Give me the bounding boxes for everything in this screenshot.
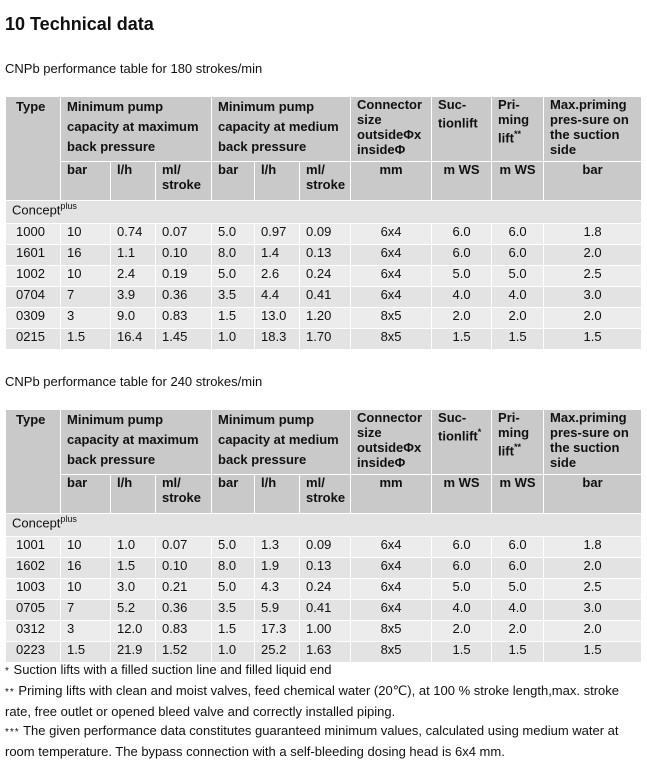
value-cell: 4.0 — [432, 287, 492, 308]
value-cell: 1.5 — [212, 621, 255, 642]
value-cell: 2.0 — [492, 621, 544, 642]
value-cell: 0.07 — [156, 224, 212, 245]
value-cell: 0.24 — [300, 266, 351, 287]
value-cell: 4.0 — [492, 287, 544, 308]
value-cell: 5.0 — [492, 266, 544, 287]
value-cell: 8x5 — [351, 621, 432, 642]
value-cell: 5.0 — [212, 224, 255, 245]
header-max-priming-pressure: Max.priming pres-sure on the suction side — [544, 410, 642, 475]
value-cell: 0.10 — [156, 245, 212, 266]
value-cell: 0.10 — [156, 558, 212, 579]
value-cell: 0.41 — [300, 600, 351, 621]
value-cell: 2.0 — [544, 558, 642, 579]
value-cell: 18.3 — [255, 329, 300, 350]
header-max-priming-pressure: Max.priming pres-sure on the suction side — [544, 97, 642, 162]
value-cell: 0.09 — [300, 224, 351, 245]
type-cell: 1000 — [6, 224, 61, 245]
value-cell: 8.0 — [212, 558, 255, 579]
footnotes — [5, 660, 641, 761]
value-cell: 10 — [61, 266, 111, 287]
value-cell: 6x4 — [351, 600, 432, 621]
value-cell: 5.0 — [212, 266, 255, 287]
value-cell: 9.0 — [111, 308, 156, 329]
table-row — [6, 329, 642, 350]
value-cell: 5.0 — [432, 579, 492, 600]
value-cell: 7 — [61, 287, 111, 308]
value-cell: 8x5 — [351, 308, 432, 329]
header-connector: Connector size outsideΦx insideΦ — [351, 410, 432, 475]
type-cell: 0705 — [6, 600, 61, 621]
table-row — [6, 245, 642, 266]
value-cell: 6.0 — [492, 224, 544, 245]
header-max-back-pressure: Minimum pump capacity at maximum back pressure — [61, 410, 212, 475]
value-cell: 21.9 — [111, 642, 156, 663]
value-cell: 16.4 — [111, 329, 156, 350]
value-cell: 1.5 — [212, 308, 255, 329]
value-cell: 6.0 — [432, 537, 492, 558]
value-cell: 0.74 — [111, 224, 156, 245]
value-cell: 1.5 — [111, 558, 156, 579]
table-row — [6, 224, 642, 245]
value-cell: 1.9 — [255, 558, 300, 579]
value-cell: 0.21 — [156, 579, 212, 600]
value-cell: 1.1 — [111, 245, 156, 266]
value-cell: 6.0 — [432, 558, 492, 579]
unit-cell: ml/ stroke — [300, 475, 351, 514]
value-cell: 1.5 — [492, 642, 544, 663]
value-cell: 0.07 — [156, 537, 212, 558]
value-cell: 0.19 — [156, 266, 212, 287]
table-row — [6, 621, 642, 642]
unit-cell: bar — [212, 162, 255, 201]
unit-cell: l/h — [111, 475, 156, 514]
value-cell: 0.13 — [300, 245, 351, 266]
header-priming-lift: Pri-ming lift** — [492, 97, 544, 162]
value-cell: 1.0 — [212, 642, 255, 663]
value-cell: 2.5 — [544, 579, 642, 600]
header-medium-back-pressure: Minimum pump capacity at medium back pressure — [212, 410, 351, 475]
value-cell: 2.6 — [255, 266, 300, 287]
value-cell: 17.3 — [255, 621, 300, 642]
value-cell: 25.2 — [255, 642, 300, 663]
group-label: Concept$^{plus}$ — [6, 514, 642, 537]
type-cell: 1001 — [6, 537, 61, 558]
unit-cell: ml/ stroke — [300, 162, 351, 201]
footnote: *** The given performance data constitutes guaranteed minimum values, calculated using medium water at room temperature. The bypass connection with a self-bleeding dosing head is 6x4 mm. — [5, 723, 619, 759]
unit-cell: l/h — [111, 162, 156, 201]
value-cell: 6.0 — [492, 537, 544, 558]
unit-cell: bar — [212, 475, 255, 514]
value-cell: 6x4 — [351, 537, 432, 558]
header-type: Type — [6, 97, 61, 201]
value-cell: 1.70 — [300, 329, 351, 350]
type-cell: 0312 — [6, 621, 61, 642]
value-cell: 8x5 — [351, 642, 432, 663]
value-cell: 6x4 — [351, 579, 432, 600]
value-cell: 6x4 — [351, 224, 432, 245]
value-cell: 6x4 — [351, 266, 432, 287]
value-cell: 4.3 — [255, 579, 300, 600]
type-cell: 1601 — [6, 245, 61, 266]
value-cell: 6.0 — [432, 245, 492, 266]
header-suction-lift: Suc-tionlift* — [432, 410, 492, 475]
value-cell: 2.0 — [544, 621, 642, 642]
value-cell: 3.5 — [212, 287, 255, 308]
value-cell: 5.0 — [212, 579, 255, 600]
type-cell: 0215 — [6, 329, 61, 350]
unit-cell: bar — [61, 475, 111, 514]
value-cell: 0.83 — [156, 308, 212, 329]
value-cell: 1.63 — [300, 642, 351, 663]
value-cell: 1.00 — [300, 621, 351, 642]
value-cell: 0.83 — [156, 621, 212, 642]
value-cell: 0.09 — [300, 537, 351, 558]
type-cell: 0223 — [6, 642, 61, 663]
value-cell: 3.0 — [544, 600, 642, 621]
header-max-back-pressure: Minimum pump capacity at maximum back pressure — [61, 97, 212, 162]
units-row — [6, 162, 642, 201]
unit-cell: m WS — [432, 162, 492, 201]
value-cell: 5.2 — [111, 600, 156, 621]
unit-cell: ml/ stroke — [156, 162, 212, 201]
value-cell: 16 — [61, 245, 111, 266]
value-cell: 0.36 — [156, 600, 212, 621]
table-row — [6, 537, 642, 558]
value-cell: 10 — [61, 579, 111, 600]
value-cell: 10 — [61, 537, 111, 558]
performance-table-180 — [5, 96, 642, 350]
value-cell: 8.0 — [212, 245, 255, 266]
value-cell: 4.4 — [255, 287, 300, 308]
value-cell: 3.5 — [212, 600, 255, 621]
unit-cell: mm — [351, 475, 432, 514]
unit-cell: bar — [544, 162, 642, 201]
group-label: Concept$^{plus}$ — [6, 201, 642, 224]
value-cell: 6x4 — [351, 287, 432, 308]
value-cell: 0.41 — [300, 287, 351, 308]
value-cell: 1.8 — [544, 537, 642, 558]
value-cell: 6.0 — [492, 245, 544, 266]
value-cell: 8x5 — [351, 329, 432, 350]
table-caption: CNPb performance table for 240 strokes/min — [5, 374, 263, 389]
value-cell: 5.0 — [492, 579, 544, 600]
performance-table-240 — [5, 409, 642, 663]
value-cell: 6x4 — [351, 245, 432, 266]
table-row — [6, 600, 642, 621]
value-cell: 2.4 — [111, 266, 156, 287]
section-title: 10 Technical data — [5, 14, 154, 34]
value-cell: 1.8 — [544, 224, 642, 245]
value-cell: 1.5 — [544, 329, 642, 350]
value-cell: 3.0 — [544, 287, 642, 308]
value-cell: 2.0 — [544, 245, 642, 266]
value-cell: 1.0 — [111, 537, 156, 558]
value-cell: 3 — [61, 621, 111, 642]
header-medium-back-pressure: Minimum pump capacity at medium back pressure — [212, 97, 351, 162]
value-cell: 16 — [61, 558, 111, 579]
value-cell: 4.0 — [492, 600, 544, 621]
value-cell: 2.0 — [492, 308, 544, 329]
value-cell: 5.0 — [432, 266, 492, 287]
unit-cell: mm — [351, 162, 432, 201]
value-cell: 1.5 — [432, 329, 492, 350]
table-row — [6, 308, 642, 329]
unit-cell: m WS — [432, 475, 492, 514]
value-cell: 6.0 — [432, 224, 492, 245]
type-cell: 1003 — [6, 579, 61, 600]
type-cell: 0704 — [6, 287, 61, 308]
value-cell: 0.97 — [255, 224, 300, 245]
value-cell: 1.5 — [61, 642, 111, 663]
header-type: Type — [6, 410, 61, 514]
value-cell: 13.0 — [255, 308, 300, 329]
value-cell: 12.0 — [111, 621, 156, 642]
value-cell: 1.0 — [212, 329, 255, 350]
value-cell: 1.5 — [432, 642, 492, 663]
value-cell: 2.0 — [432, 621, 492, 642]
value-cell: 6.0 — [492, 558, 544, 579]
value-cell: 1.5 — [61, 329, 111, 350]
value-cell: 1.52 — [156, 642, 212, 663]
unit-cell: l/h — [255, 162, 300, 201]
value-cell: 2.5 — [544, 266, 642, 287]
value-cell: 1.5 — [492, 329, 544, 350]
footnote: * Suction lifts with a filled suction line and filled liquid end — [5, 662, 332, 677]
value-cell: 3.9 — [111, 287, 156, 308]
unit-cell: bar — [544, 475, 642, 514]
header-connector: Connector size outsideΦx insideΦ — [351, 97, 432, 162]
value-cell: 6x4 — [351, 558, 432, 579]
footnote: ** Priming lifts with clean and moist valves, feed chemical water (20℃), at 100 % stroke length,max. stroke rate, free outlet or opened bleed valve and correctly installed piping. — [5, 683, 619, 719]
value-cell: 5.0 — [212, 537, 255, 558]
type-cell: 1002 — [6, 266, 61, 287]
units-row — [6, 475, 642, 514]
value-cell: 7 — [61, 600, 111, 621]
header-priming-lift: Pri-ming lift** — [492, 410, 544, 475]
value-cell: 1.4 — [255, 245, 300, 266]
unit-cell: m WS — [492, 162, 544, 201]
table-caption: CNPb performance table for 180 strokes/min — [5, 61, 263, 76]
table-row — [6, 558, 642, 579]
value-cell: 4.0 — [432, 600, 492, 621]
value-cell: 0.36 — [156, 287, 212, 308]
value-cell: 1.5 — [544, 642, 642, 663]
value-cell: 5.9 — [255, 600, 300, 621]
value-cell: 3 — [61, 308, 111, 329]
value-cell: 0.13 — [300, 558, 351, 579]
value-cell: 3.0 — [111, 579, 156, 600]
unit-cell: ml/ stroke — [156, 475, 212, 514]
value-cell: 0.24 — [300, 579, 351, 600]
table-row — [6, 579, 642, 600]
value-cell: 10 — [61, 224, 111, 245]
table-row — [6, 266, 642, 287]
type-cell: 1602 — [6, 558, 61, 579]
unit-cell: l/h — [255, 475, 300, 514]
value-cell: 1.45 — [156, 329, 212, 350]
value-cell: 2.0 — [544, 308, 642, 329]
table-row — [6, 287, 642, 308]
unit-cell: m WS — [492, 475, 544, 514]
unit-cell: bar — [61, 162, 111, 201]
value-cell: 2.0 — [432, 308, 492, 329]
type-cell: 0309 — [6, 308, 61, 329]
value-cell: 1.20 — [300, 308, 351, 329]
header-suction-lift: Suc-tionlift — [432, 97, 492, 162]
value-cell: 1.3 — [255, 537, 300, 558]
